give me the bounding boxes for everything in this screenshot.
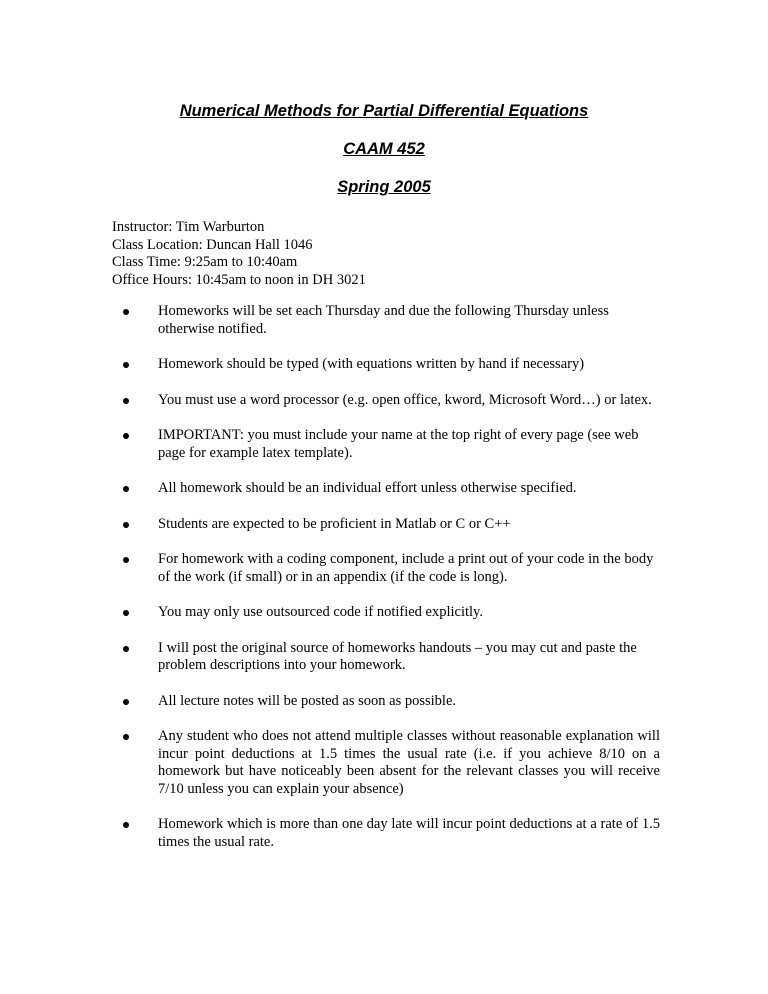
course-code: CAAM 452 [343,140,425,158]
bullet-icon [123,646,129,652]
list-item: For homework with a coding component, include a print out of your code in the body of the work (if small) or in an appendix (if the code is long). [112,551,660,586]
list-item: All lecture notes will be posted as soon as possible. [112,693,660,711]
term: Spring 2005 [337,178,431,196]
office-hours-line: Office Hours: 10:45am to noon in DH 3021 [112,271,366,288]
location-line: Class Location: Duncan Hall 1046 [112,236,313,253]
list-item: Homework should be typed (with equations written by hand if necessary) [112,356,660,374]
list-item: Students are expected to be proficient in Matlab or C or C++ [112,516,660,534]
bullet-icon [123,398,129,404]
bullet-icon [123,486,129,492]
list-item: You must use a word processor (e.g. open office, kword, Microsoft Word…) or latex. [112,392,660,410]
bullet-icon [123,362,129,368]
bullet-icon [123,734,129,740]
title-block [0,102,768,196]
bullet-icon [123,433,129,439]
time-line: Class Time: 9:25am to 10:40am [112,254,298,270]
list-item: You may only use outsourced code if notified explicitly. [112,604,660,622]
bullet-icon [123,557,129,563]
bullet-icon [123,822,129,828]
instructor-line: Instructor: Tim Warburton [112,219,265,235]
list-item: IMPORTANT: you must include your name at the top right of every page (see web page for example latex template). [112,427,660,462]
list-item: Any student who does not attend multiple classes without reasonable explanation will incur point deductions at 1.5 times the usual rate (i.e. if you achieve 8/10 on a homework but have noticeably been absent for the relevant classes you will receive 7/10 unless you can explain your absence) [112,728,660,798]
policy-list [112,303,660,869]
list-item: Homeworks will be set each Thursday and due the following Thursday unless otherwise notified. [112,303,660,338]
list-item: I will post the original source of homeworks handouts – you may cut and paste the problem descriptions into your homework. [112,640,660,675]
course-info [112,219,652,289]
bullet-icon [123,522,129,528]
document-title: Numerical Methods for Partial Differential Equations [179,102,589,120]
bullet-icon [123,610,129,616]
bullet-icon [123,699,129,705]
bullet-icon [123,309,129,315]
list-item: Homework which is more than one day late will incur point deductions at a rate of 1.5 times the usual rate. [112,816,660,851]
list-item: All homework should be an individual effort unless otherwise specified. [112,480,660,498]
